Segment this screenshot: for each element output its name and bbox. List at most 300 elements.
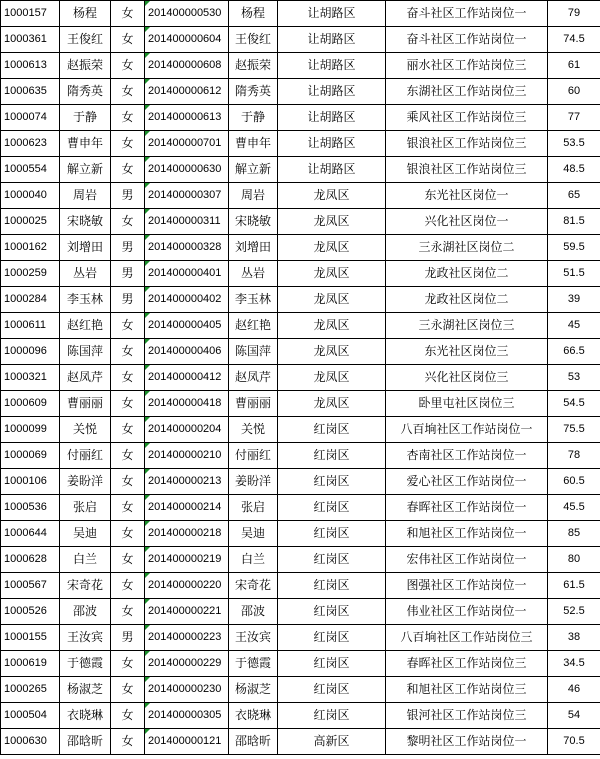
id-cell[interactable] <box>1 1 60 27</box>
district-cell[interactable] <box>278 339 386 365</box>
score-cell[interactable] <box>548 27 600 53</box>
exam-number-cell[interactable] <box>145 547 229 573</box>
score-cell[interactable] <box>548 235 600 261</box>
gender-cell[interactable] <box>111 729 145 755</box>
name-cell[interactable] <box>60 443 111 469</box>
name-repeat-cell[interactable] <box>229 157 278 183</box>
table-row <box>1 79 600 105</box>
name-cell[interactable] <box>60 495 111 521</box>
name-cell[interactable] <box>60 339 111 365</box>
name-repeat-cell[interactable] <box>229 27 278 53</box>
score-cell[interactable] <box>548 443 600 469</box>
exam-number-cell-text: 201400000229 <box>148 657 222 669</box>
district-cell[interactable] <box>278 677 386 703</box>
gender-cell[interactable] <box>111 313 145 339</box>
name-cell[interactable] <box>60 573 111 599</box>
gender-cell[interactable] <box>111 261 145 287</box>
exam-number-cell[interactable] <box>145 209 229 235</box>
gender-cell[interactable] <box>111 235 145 261</box>
exam-number-cell[interactable] <box>145 417 229 443</box>
name-repeat-cell-text: 陈国萍 <box>234 344 271 358</box>
post-cell[interactable] <box>386 105 548 131</box>
gender-cell[interactable] <box>111 79 145 105</box>
id-cell-text: 1000074 <box>4 111 47 123</box>
score-cell-text: 70.5 <box>563 735 585 747</box>
exam-number-cell[interactable] <box>145 599 229 625</box>
score-cell-text: 65 <box>567 189 581 201</box>
name-cell[interactable] <box>60 391 111 417</box>
post-cell[interactable] <box>386 703 548 729</box>
district-cell[interactable] <box>278 79 386 105</box>
district-cell[interactable] <box>278 729 386 755</box>
id-cell[interactable] <box>1 547 60 573</box>
gender-cell[interactable] <box>111 417 145 443</box>
post-cell[interactable] <box>386 365 548 391</box>
name-repeat-cell-text: 吴迪 <box>240 526 265 540</box>
name-cell[interactable] <box>60 79 111 105</box>
score-cell[interactable] <box>548 391 600 417</box>
name-cell[interactable] <box>60 521 111 547</box>
gender-cell-text: 女 <box>121 604 134 618</box>
post-cell[interactable] <box>386 443 548 469</box>
gender-cell[interactable] <box>111 521 145 547</box>
name-cell[interactable] <box>60 469 111 495</box>
post-cell[interactable] <box>386 235 548 261</box>
name-cell[interactable] <box>60 651 111 677</box>
gender-cell[interactable] <box>111 391 145 417</box>
name-repeat-cell[interactable] <box>229 339 278 365</box>
post-cell[interactable] <box>386 27 548 53</box>
district-cell[interactable] <box>278 573 386 599</box>
id-cell-text: 1000025 <box>4 215 47 227</box>
gender-cell[interactable] <box>111 443 145 469</box>
id-cell[interactable] <box>1 677 60 703</box>
table-row <box>1 261 600 287</box>
gender-cell-text: 女 <box>121 32 134 46</box>
gender-cell[interactable] <box>111 53 145 79</box>
gender-cell-text: 女 <box>121 6 134 20</box>
gender-cell[interactable] <box>111 599 145 625</box>
name-cell[interactable] <box>60 1 111 27</box>
id-cell[interactable] <box>1 261 60 287</box>
district-cell[interactable] <box>278 469 386 495</box>
post-cell[interactable] <box>386 625 548 651</box>
post-cell[interactable] <box>386 183 548 209</box>
id-cell[interactable] <box>1 157 60 183</box>
gender-cell[interactable] <box>111 573 145 599</box>
gender-cell-text: 女 <box>121 578 134 592</box>
name-repeat-cell-text: 赵红艳 <box>234 318 271 332</box>
name-cell[interactable] <box>60 547 111 573</box>
gender-cell[interactable] <box>111 287 145 313</box>
exam-number-cell[interactable] <box>145 79 229 105</box>
name-cell[interactable] <box>60 287 111 313</box>
post-cell[interactable] <box>386 573 548 599</box>
gender-cell[interactable] <box>111 365 145 391</box>
gender-cell-text: 女 <box>121 58 134 72</box>
exam-number-cell[interactable] <box>145 703 229 729</box>
exam-number-cell-text: 201400000328 <box>148 241 222 253</box>
score-cell[interactable] <box>548 183 600 209</box>
id-cell[interactable] <box>1 625 60 651</box>
name-repeat-cell-text: 于静 <box>240 110 265 124</box>
name-cell[interactable] <box>60 105 111 131</box>
name-cell-text: 丛岩 <box>72 266 97 280</box>
district-cell[interactable] <box>278 703 386 729</box>
district-cell-text: 红岗区 <box>313 526 350 540</box>
id-cell[interactable] <box>1 313 60 339</box>
score-cell[interactable] <box>548 703 600 729</box>
district-cell[interactable] <box>278 1 386 27</box>
name-repeat-cell[interactable] <box>229 365 278 391</box>
district-cell[interactable] <box>278 547 386 573</box>
id-cell[interactable] <box>1 599 60 625</box>
id-cell[interactable] <box>1 339 60 365</box>
score-cell[interactable] <box>548 1 600 27</box>
district-cell[interactable] <box>278 105 386 131</box>
name-repeat-cell[interactable] <box>229 287 278 313</box>
text-number-marker-icon <box>145 547 150 552</box>
name-repeat-cell-text: 姜盼洋 <box>234 474 271 488</box>
district-cell-text: 红岗区 <box>313 630 350 644</box>
id-cell-text: 1000259 <box>4 267 47 279</box>
name-cell[interactable] <box>60 365 111 391</box>
id-cell[interactable] <box>1 391 60 417</box>
district-cell[interactable] <box>278 365 386 391</box>
name-cell[interactable] <box>60 625 111 651</box>
district-cell-text: 红岗区 <box>313 682 350 696</box>
post-cell[interactable] <box>386 339 548 365</box>
name-cell[interactable] <box>60 209 111 235</box>
name-repeat-cell[interactable] <box>229 495 278 521</box>
id-cell[interactable] <box>1 469 60 495</box>
gender-cell[interactable] <box>111 469 145 495</box>
score-cell-text: 74.5 <box>563 33 585 45</box>
name-cell[interactable] <box>60 703 111 729</box>
district-cell[interactable] <box>278 53 386 79</box>
exam-number-cell[interactable] <box>145 157 229 183</box>
score-cell[interactable] <box>548 261 600 287</box>
post-cell-text: 奋斗社区工作站岗位一 <box>406 32 527 46</box>
post-cell[interactable] <box>386 79 548 105</box>
exam-number-cell[interactable] <box>145 261 229 287</box>
gender-cell[interactable] <box>111 209 145 235</box>
gender-cell[interactable] <box>111 651 145 677</box>
district-cell[interactable] <box>278 27 386 53</box>
gender-cell[interactable] <box>111 105 145 131</box>
name-cell[interactable] <box>60 417 111 443</box>
district-cell[interactable] <box>278 599 386 625</box>
name-repeat-cell[interactable] <box>229 547 278 573</box>
post-cell[interactable] <box>386 547 548 573</box>
exam-number-cell[interactable] <box>145 131 229 157</box>
score-cell[interactable] <box>548 105 600 131</box>
score-cell[interactable] <box>548 677 600 703</box>
id-cell[interactable] <box>1 729 60 755</box>
district-cell[interactable] <box>278 131 386 157</box>
id-cell[interactable] <box>1 131 60 157</box>
name-cell[interactable] <box>60 261 111 287</box>
name-cell[interactable] <box>60 27 111 53</box>
id-cell[interactable] <box>1 53 60 79</box>
exam-number-cell[interactable] <box>145 53 229 79</box>
gender-cell[interactable] <box>111 677 145 703</box>
district-cell[interactable] <box>278 495 386 521</box>
exam-number-cell[interactable] <box>145 183 229 209</box>
name-cell[interactable] <box>60 599 111 625</box>
post-cell[interactable] <box>386 417 548 443</box>
gender-cell-text: 女 <box>121 344 134 358</box>
id-cell-text: 1000630 <box>4 735 47 747</box>
post-cell-text: 三永湖社区岗位三 <box>418 318 515 332</box>
name-repeat-cell[interactable] <box>229 183 278 209</box>
score-cell-text: 78 <box>567 449 581 461</box>
exam-number-cell[interactable] <box>145 469 229 495</box>
gender-cell[interactable] <box>111 625 145 651</box>
score-cell[interactable] <box>548 521 600 547</box>
text-number-marker-icon <box>145 521 150 526</box>
id-cell[interactable] <box>1 209 60 235</box>
post-cell[interactable] <box>386 495 548 521</box>
id-cell[interactable] <box>1 365 60 391</box>
id-cell[interactable] <box>1 417 60 443</box>
name-cell[interactable] <box>60 729 111 755</box>
exam-number-cell[interactable] <box>145 625 229 651</box>
exam-number-cell-text: 201400000405 <box>148 319 222 331</box>
district-cell-text: 龙凤区 <box>313 318 350 332</box>
post-cell[interactable] <box>386 599 548 625</box>
name-repeat-cell-text: 白兰 <box>240 552 265 566</box>
gender-cell[interactable] <box>111 703 145 729</box>
name-repeat-cell[interactable] <box>229 651 278 677</box>
gender-cell[interactable] <box>111 495 145 521</box>
exam-number-cell[interactable] <box>145 495 229 521</box>
name-repeat-cell[interactable] <box>229 625 278 651</box>
name-repeat-cell-text: 隋秀英 <box>234 84 271 98</box>
id-cell[interactable] <box>1 235 60 261</box>
name-repeat-cell[interactable] <box>229 209 278 235</box>
score-cell[interactable] <box>548 599 600 625</box>
score-cell[interactable] <box>548 157 600 183</box>
table-row <box>1 183 600 209</box>
exam-number-cell-text: 201400000221 <box>148 605 222 617</box>
name-repeat-cell[interactable] <box>229 391 278 417</box>
gender-cell[interactable] <box>111 1 145 27</box>
post-cell[interactable] <box>386 469 548 495</box>
name-cell[interactable] <box>60 183 111 209</box>
district-cell[interactable] <box>278 417 386 443</box>
exam-number-cell[interactable] <box>145 339 229 365</box>
score-cell[interactable] <box>548 365 600 391</box>
district-cell[interactable] <box>278 391 386 417</box>
name-cell[interactable] <box>60 157 111 183</box>
post-cell[interactable] <box>386 677 548 703</box>
exam-number-cell[interactable] <box>145 729 229 755</box>
post-cell[interactable] <box>386 313 548 339</box>
score-cell-text: 61.5 <box>563 579 585 591</box>
exam-number-cell[interactable] <box>145 313 229 339</box>
post-cell[interactable] <box>386 261 548 287</box>
name-cell[interactable] <box>60 313 111 339</box>
name-cell-text: 关悦 <box>72 422 97 436</box>
gender-cell[interactable] <box>111 157 145 183</box>
post-cell[interactable] <box>386 287 548 313</box>
post-cell-text: 和旭社区工作站岗位一 <box>406 526 527 540</box>
id-cell[interactable] <box>1 521 60 547</box>
district-cell[interactable] <box>278 313 386 339</box>
name-repeat-cell[interactable] <box>229 53 278 79</box>
gender-cell[interactable] <box>111 131 145 157</box>
name-cell[interactable] <box>60 53 111 79</box>
name-repeat-cell-text: 于德霞 <box>234 656 271 670</box>
score-cell[interactable] <box>548 495 600 521</box>
name-repeat-cell[interactable] <box>229 729 278 755</box>
exam-number-cell[interactable] <box>145 1 229 27</box>
exam-number-cell[interactable] <box>145 391 229 417</box>
name-repeat-cell[interactable] <box>229 105 278 131</box>
score-cell[interactable] <box>548 313 600 339</box>
text-number-marker-icon <box>145 27 150 32</box>
post-cell-text: 春晖社区工作站岗位三 <box>406 656 527 670</box>
table-row <box>1 313 600 339</box>
post-cell[interactable] <box>386 1 548 27</box>
id-cell[interactable] <box>1 105 60 131</box>
name-repeat-cell[interactable] <box>229 313 278 339</box>
name-repeat-cell[interactable] <box>229 521 278 547</box>
table-row <box>1 469 600 495</box>
score-cell[interactable] <box>548 547 600 573</box>
id-cell[interactable] <box>1 79 60 105</box>
name-repeat-cell[interactable] <box>229 469 278 495</box>
district-cell[interactable] <box>278 443 386 469</box>
name-repeat-cell[interactable] <box>229 443 278 469</box>
name-repeat-cell[interactable] <box>229 677 278 703</box>
name-cell[interactable] <box>60 235 111 261</box>
district-cell-text: 红岗区 <box>313 578 350 592</box>
id-cell[interactable] <box>1 651 60 677</box>
name-repeat-cell[interactable] <box>229 79 278 105</box>
district-cell[interactable] <box>278 287 386 313</box>
name-repeat-cell[interactable] <box>229 703 278 729</box>
post-cell[interactable] <box>386 729 548 755</box>
score-cell-text: 81.5 <box>563 215 585 227</box>
name-repeat-cell[interactable] <box>229 417 278 443</box>
exam-number-cell[interactable] <box>145 521 229 547</box>
id-cell[interactable] <box>1 27 60 53</box>
score-cell[interactable] <box>548 79 600 105</box>
district-cell[interactable] <box>278 625 386 651</box>
score-cell[interactable] <box>548 53 600 79</box>
gender-cell-text: 女 <box>121 422 134 436</box>
exam-number-cell[interactable] <box>145 105 229 131</box>
post-cell[interactable] <box>386 521 548 547</box>
gender-cell[interactable] <box>111 183 145 209</box>
post-cell[interactable] <box>386 391 548 417</box>
exam-number-cell[interactable] <box>145 651 229 677</box>
exam-number-cell[interactable] <box>145 677 229 703</box>
id-cell[interactable] <box>1 495 60 521</box>
exam-number-cell[interactable] <box>145 235 229 261</box>
name-repeat-cell-text: 王俊红 <box>234 32 271 46</box>
district-cell[interactable] <box>278 521 386 547</box>
post-cell-text: 兴化社区岗位三 <box>424 370 509 384</box>
exam-number-cell[interactable] <box>145 27 229 53</box>
name-repeat-cell[interactable] <box>229 573 278 599</box>
id-cell-text: 1000644 <box>4 527 47 539</box>
gender-cell[interactable] <box>111 547 145 573</box>
district-cell[interactable] <box>278 157 386 183</box>
district-cell[interactable] <box>278 209 386 235</box>
score-cell[interactable] <box>548 469 600 495</box>
name-repeat-cell-text: 关悦 <box>240 422 265 436</box>
post-cell[interactable] <box>386 209 548 235</box>
name-repeat-cell[interactable] <box>229 131 278 157</box>
id-cell[interactable] <box>1 703 60 729</box>
name-repeat-cell[interactable] <box>229 1 278 27</box>
score-cell[interactable] <box>548 339 600 365</box>
score-cell[interactable] <box>548 209 600 235</box>
post-cell-text: 伟业社区工作站岗位一 <box>406 604 527 618</box>
exam-number-cell-text: 201400000210 <box>148 449 222 461</box>
district-cell-text: 龙凤区 <box>313 344 350 358</box>
district-cell-text: 让胡路区 <box>307 110 356 124</box>
name-repeat-cell[interactable] <box>229 599 278 625</box>
exam-number-cell-text: 201400000613 <box>148 111 222 123</box>
exam-number-cell[interactable] <box>145 573 229 599</box>
post-cell-text: 三永湖社区岗位二 <box>418 240 515 254</box>
name-repeat-cell-text: 张启 <box>240 500 265 514</box>
district-cell[interactable] <box>278 183 386 209</box>
name-cell[interactable] <box>60 131 111 157</box>
post-cell[interactable] <box>386 53 548 79</box>
exam-number-cell-text: 201400000307 <box>148 189 222 201</box>
name-cell[interactable] <box>60 677 111 703</box>
district-cell-text: 龙凤区 <box>313 214 350 228</box>
name-repeat-cell[interactable] <box>229 235 278 261</box>
district-cell[interactable] <box>278 261 386 287</box>
gender-cell[interactable] <box>111 339 145 365</box>
exam-number-cell[interactable] <box>145 365 229 391</box>
gender-cell[interactable] <box>111 27 145 53</box>
id-cell[interactable] <box>1 287 60 313</box>
district-cell[interactable] <box>278 235 386 261</box>
name-cell-text: 杨程 <box>72 6 97 20</box>
post-cell[interactable] <box>386 131 548 157</box>
post-cell[interactable] <box>386 157 548 183</box>
exam-number-cell-text: 201400000305 <box>148 709 222 721</box>
score-cell[interactable] <box>548 287 600 313</box>
score-cell[interactable] <box>548 417 600 443</box>
post-cell[interactable] <box>386 651 548 677</box>
id-cell[interactable] <box>1 443 60 469</box>
district-cell[interactable] <box>278 651 386 677</box>
score-cell[interactable] <box>548 131 600 157</box>
name-repeat-cell-text: 丛岩 <box>240 266 265 280</box>
id-cell[interactable] <box>1 573 60 599</box>
name-repeat-cell[interactable] <box>229 261 278 287</box>
score-cell[interactable] <box>548 729 600 755</box>
table-row <box>1 105 600 131</box>
score-cell[interactable] <box>548 651 600 677</box>
exam-number-cell[interactable] <box>145 287 229 313</box>
name-repeat-cell-text: 周岩 <box>240 188 265 202</box>
exam-number-cell[interactable] <box>145 443 229 469</box>
table-row <box>1 677 600 703</box>
table-row <box>1 703 600 729</box>
score-cell[interactable] <box>548 573 600 599</box>
id-cell[interactable] <box>1 183 60 209</box>
score-cell[interactable] <box>548 625 600 651</box>
